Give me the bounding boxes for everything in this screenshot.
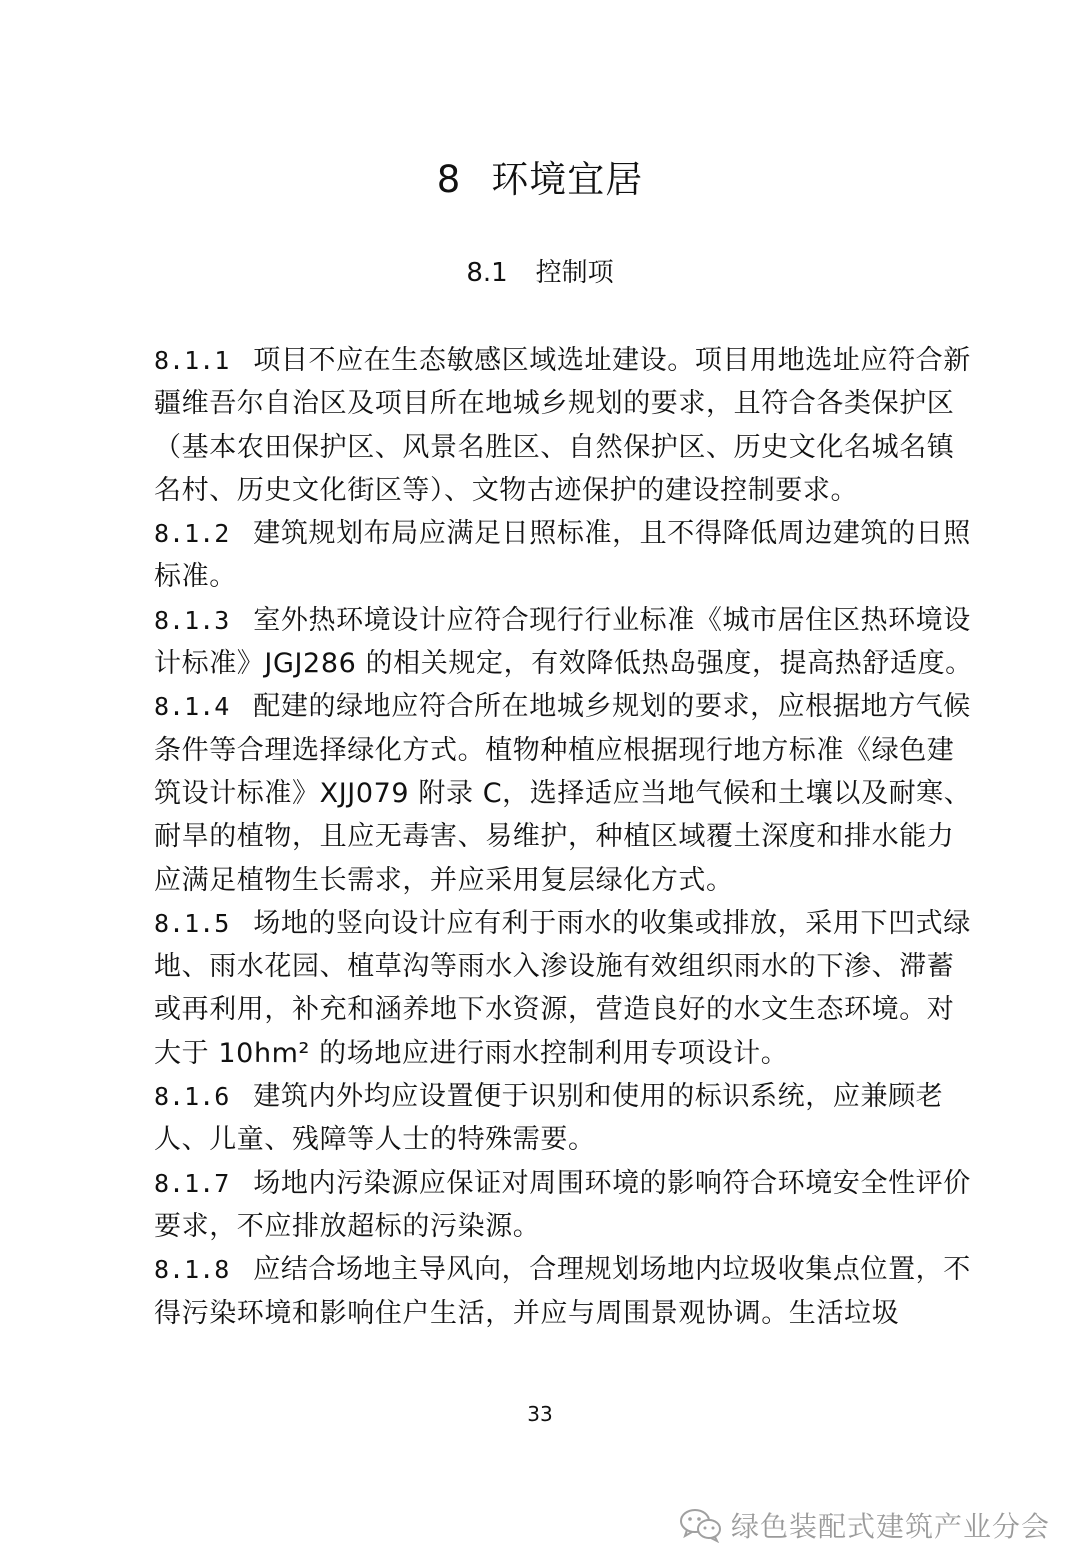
clause-list	[154, 339, 974, 1335]
clause-8-1-3	[154, 599, 974, 686]
clause-text: 配建的绿地应符合所在地城乡规划的要求，应根据地方气候条件等合理选择绿化方式。植物种植应根据现行地方标准《绿色建筑设计标准》XJJ079 附录 C，选择适应当地气候和土壤以及耐寒、耐旱的植物，且应无毒害、易维护，种植区域覆土深度和排水能力应满足植物生长需求，并应采用复层绿化方式。	[154, 691, 972, 896]
clause-number: 8.1.8	[154, 1255, 230, 1285]
clause-number: 8.1.5	[154, 908, 230, 938]
clause-number: 8.1.4	[154, 692, 230, 722]
chapter-title	[0, 152, 1080, 208]
page-number: 33	[527, 1402, 553, 1426]
clause-number: 8.1.7	[154, 1168, 230, 1198]
clause-text: 室外热环境设计应符合现行行业标准《城市居住区热环境设计标准》JGJ286 的相关规定，有效降低热岛强度，提高热舒适度。	[154, 604, 973, 680]
clause-8-1-5	[154, 902, 974, 1075]
clause-number: 8.1.3	[154, 605, 230, 635]
watermark-text: 绿色装配式建筑产业分会	[730, 1510, 1050, 1543]
clause-text: 场地的竖向设计应有利于雨水的收集或排放，采用下凹式绿地、雨水花园、植草沟等雨水入渗设施有效组织雨水的下渗、滞蓄或再利用，补充和涵养地下水资源，营造良好的水文生态环境。对大于 10hm² 的场地应进行雨水控制利用专项设计。	[154, 907, 971, 1069]
section-number: 8.1	[466, 258, 508, 288]
clause-8-1-8	[154, 1248, 974, 1335]
clause-text: 建筑规划布局应满足日照标准，且不得降低周边建筑的日照标准。	[154, 518, 971, 593]
clause-8-1-7	[154, 1162, 974, 1249]
clause-number: 8.1.1	[154, 346, 230, 375]
clause-8-1-4	[154, 685, 974, 901]
clause-8-1-1	[154, 339, 974, 512]
clause-8-1-6	[154, 1075, 974, 1162]
clause-text: 项目不应在生态敏感区域选址建设。项目用地选址应符合新疆维吾尔自治区及项目所在地城乡规划的要求，且符合各类保护区（基本农田保护区、风景名胜区、自然保护区、历史文化名城名镇名村、历史文化街区等）、文物古迹保护的建设控制要求。	[154, 345, 971, 506]
section-title	[0, 253, 1080, 293]
clause-text: 场地内污染源应保证对周围环境的影响符合环境安全性评价要求，不应排放超标的污染源。	[154, 1167, 971, 1242]
chapter-number: 8	[436, 158, 462, 201]
section-title-text: 控制项	[535, 258, 614, 288]
watermark	[679, 1503, 1050, 1547]
wechat-icon	[679, 1507, 723, 1543]
clause-text: 应结合场地主导风向，合理规划场地内垃圾收集点位置，不得污染环境和影响住户生活，并应与周围景观协调。生活垃圾	[154, 1254, 971, 1329]
chapter-title-text: 环境宜居	[491, 158, 644, 201]
clause-text: 建筑内外均应设置便于识别和使用的标识系统，应兼顾老人、儿童、残障等人士的特殊需要。	[154, 1081, 944, 1156]
clause-8-1-2	[154, 512, 974, 599]
clause-number: 8.1.2	[154, 519, 230, 549]
clause-number: 8.1.6	[154, 1082, 230, 1112]
